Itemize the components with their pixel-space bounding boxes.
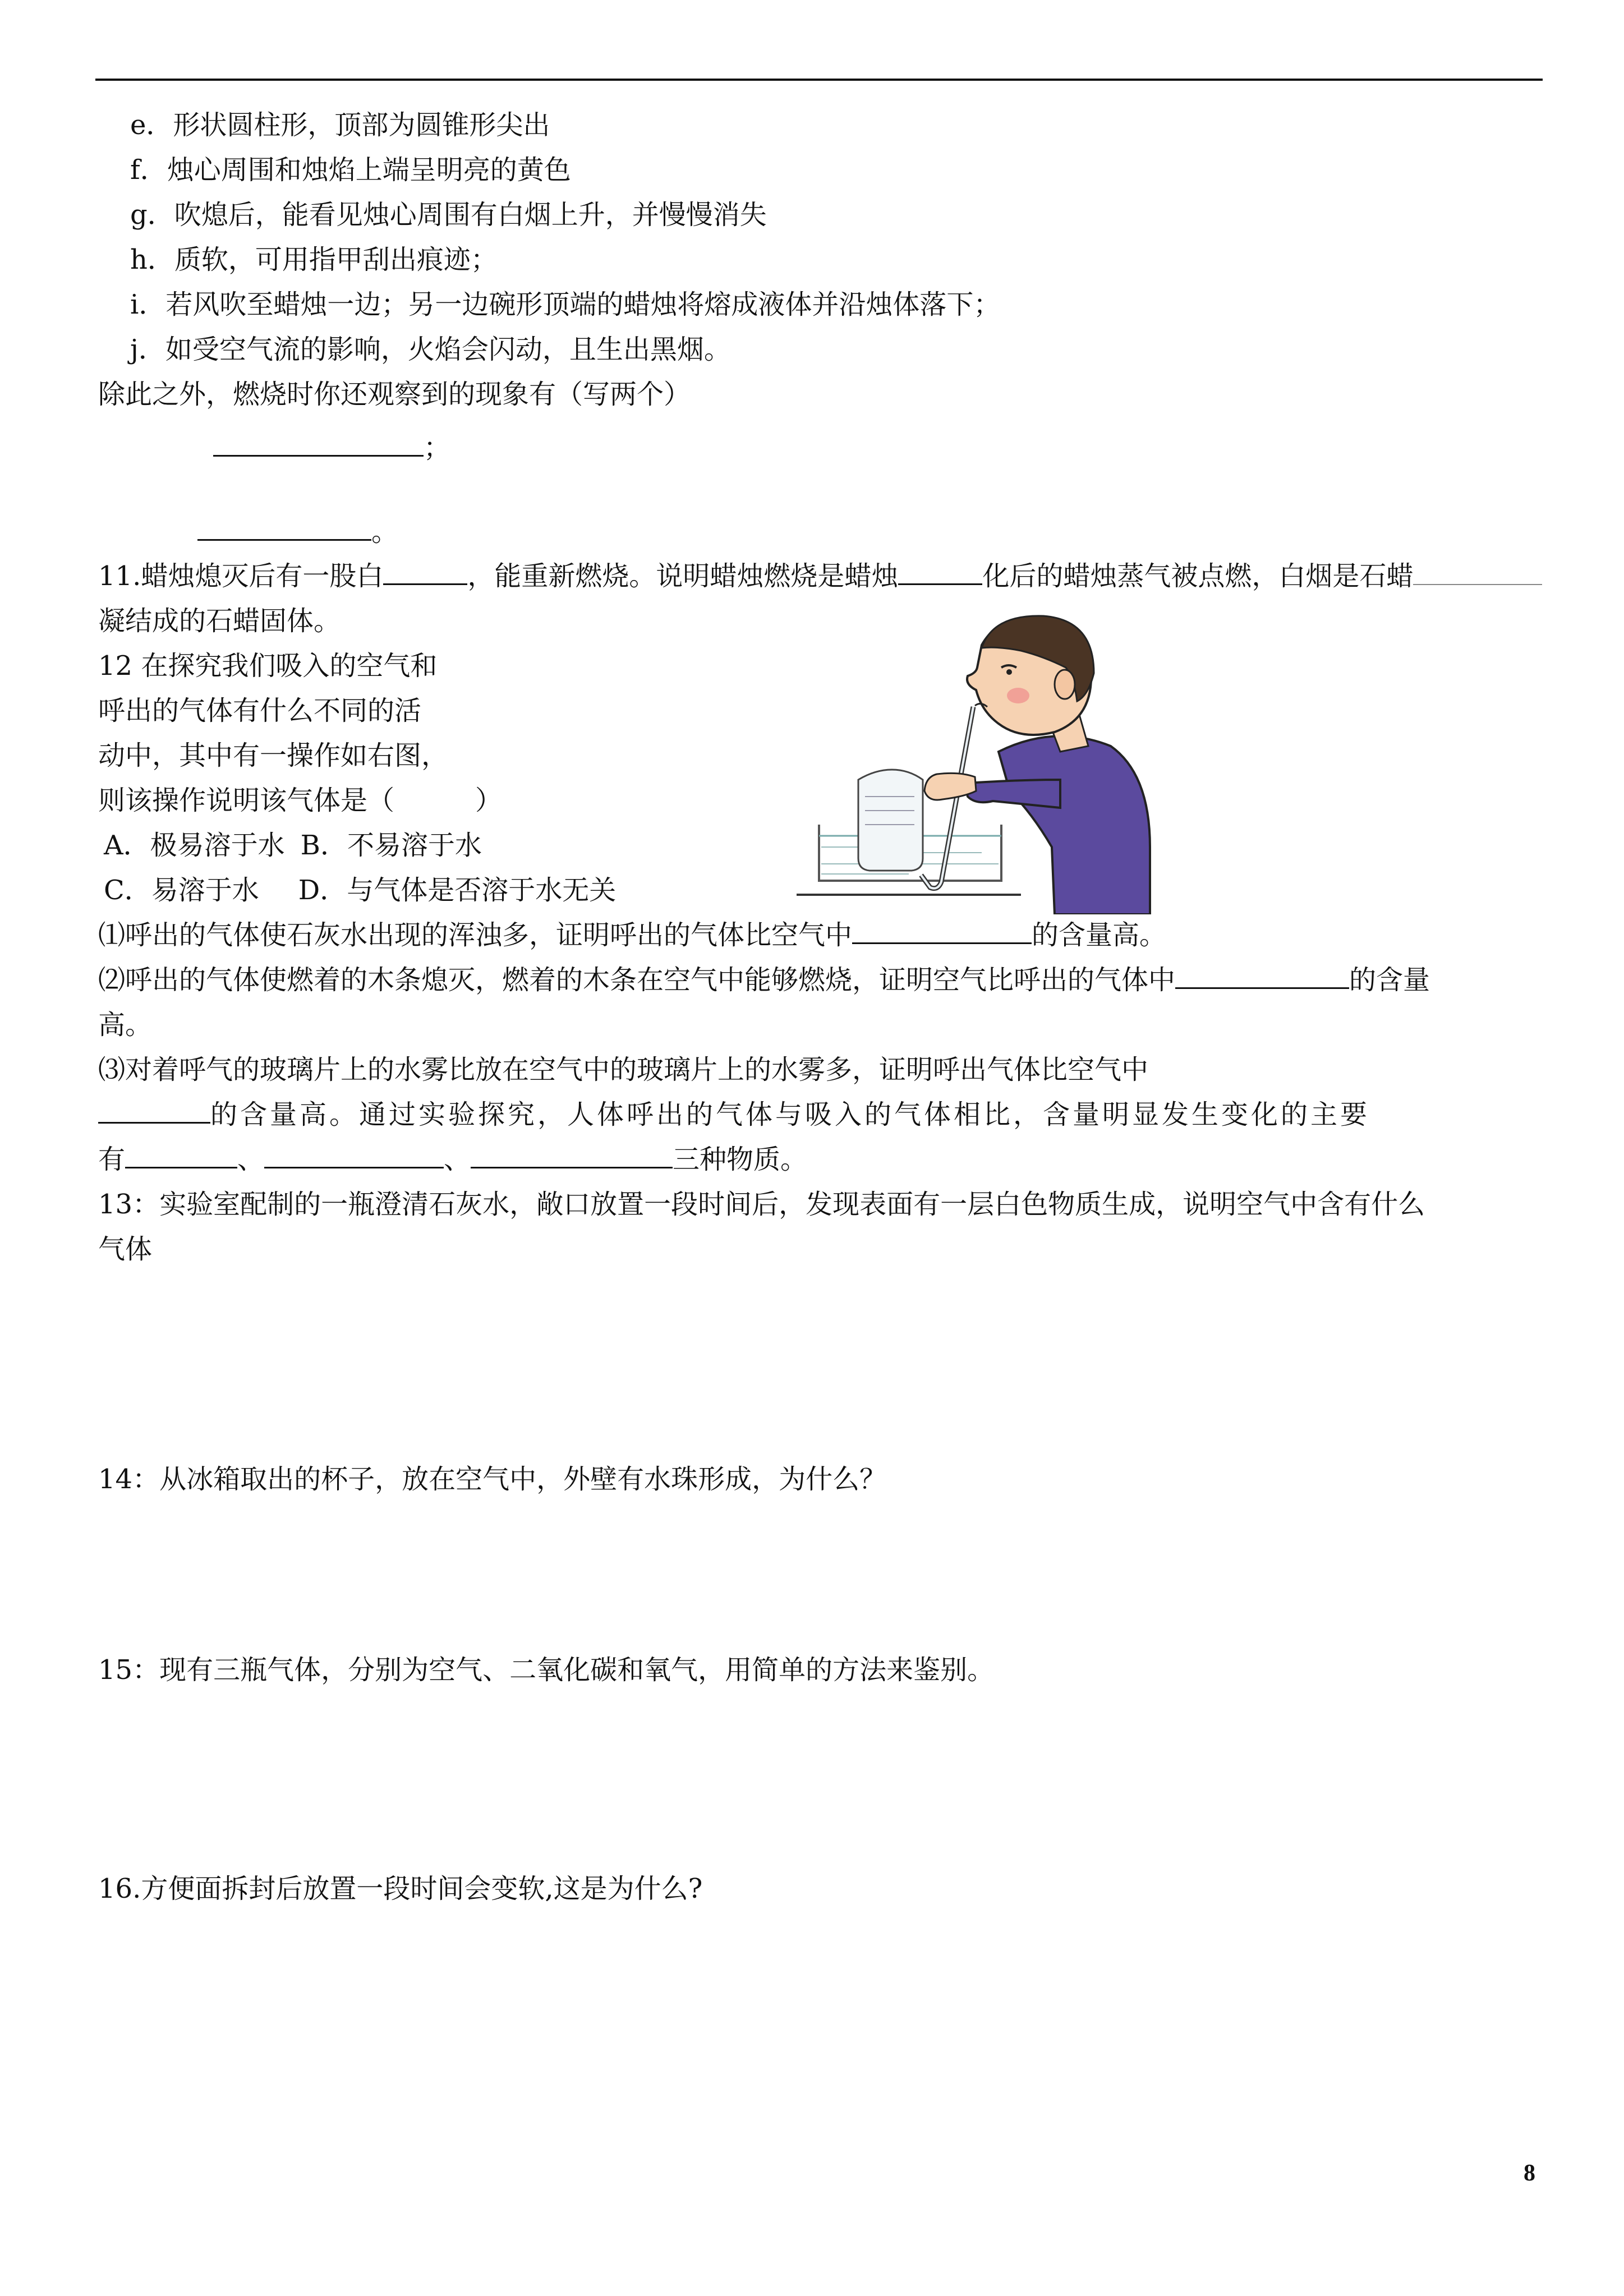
q14-text: 14：从冰箱取出的杯子，放在空气中，外壁有水珠形成，为什么？ xyxy=(98,1464,887,1495)
answer-blank[interactable] xyxy=(1175,965,1349,989)
answer-blank[interactable] xyxy=(1413,562,1542,585)
q12-line-3: 动中，其中有一操作如右图， xyxy=(98,740,449,771)
option-j: j．如受空气流的影响，火焰会闪动，且生出黑烟。 xyxy=(130,334,731,365)
q11-text-b: ，能重新燃烧。说明蜡烛燃烧是蜡烛 xyxy=(467,560,899,592)
separator: 、 xyxy=(237,1144,265,1175)
answer-blank[interactable] xyxy=(213,432,424,457)
sub3-text-c: 有 xyxy=(98,1144,126,1175)
answer-blank[interactable] xyxy=(98,1099,210,1124)
q16-text: 16.方便面拆封后放置一段时间会变软,这是为什么? xyxy=(98,1873,703,1904)
inverted-bottle-icon xyxy=(858,770,923,871)
q12-option-d[interactable]: D．与气体是否溶于水无关 xyxy=(298,875,617,906)
q12-options-ab xyxy=(104,829,482,862)
q12-line-1: 12 在探究我们吸入的空气和 xyxy=(98,650,438,682)
answer-blank[interactable] xyxy=(197,517,371,541)
sub1-text-b: 的含量高。 xyxy=(1032,919,1167,951)
q10-end-1: ； xyxy=(424,432,451,463)
sub1-line xyxy=(98,918,1166,952)
q13-line-1: 13：实验室配制的一瓶澄清石灰水，敞口放置一段时间后，发现表面有一层白色物质生成，说明空气中含有什么 xyxy=(98,1189,1425,1220)
answer-blank[interactable] xyxy=(898,561,982,585)
sub3-line-3 xyxy=(98,1143,807,1176)
q15-text: 15：现有三瓶气体，分别为空气、二氧化碳和氧气，用简单的方法来鉴别。 xyxy=(98,1654,995,1686)
sub3-text-d: 三种物质。 xyxy=(673,1144,808,1175)
q10-end-2: 。 xyxy=(371,516,399,547)
option-e: e．形状圆柱形，顶部为圆锥形尖出 xyxy=(130,109,550,141)
header-rule xyxy=(95,79,1543,81)
option-i: i．若风吹至蜡烛一边；另一边碗形顶端的蜡烛将熔成液体并沿烛体落下； xyxy=(130,289,1001,320)
q12-line-4: 则该操作说明该气体是（ ） xyxy=(98,785,503,816)
answer-blank[interactable] xyxy=(383,561,467,585)
sub1-text-a: ⑴呼出的气体使石灰水出现的浑浊多，证明呼出的气体比空气中 xyxy=(98,919,853,951)
q11-line-2: 凝结成的石蜡固体。 xyxy=(98,605,341,637)
sub3-line-2 xyxy=(98,1098,1370,1131)
sub2-text-a: ⑵呼出的气体使燃着的木条熄灭，燃着的木条在空气中能够燃烧，证明空气比呼出的气体中 xyxy=(98,964,1176,996)
sub2-text-b: 的含量 xyxy=(1349,964,1430,996)
option-g: g．吹熄后，能看见烛心周围有白烟上升，并慢慢消失 xyxy=(130,199,767,231)
q10-blank-1-line xyxy=(213,431,450,464)
breathing-experiment-illustration xyxy=(797,611,1156,914)
q12-option-b[interactable]: B．不易溶于水 xyxy=(300,830,482,861)
answer-blank[interactable] xyxy=(852,920,1032,944)
q11-line-1 xyxy=(98,559,1542,593)
q10-blank-2-line xyxy=(197,515,398,549)
q11-text-c: 化后的蜡烛蒸气被点燃，白烟是石蜡 xyxy=(982,560,1414,592)
answer-blank[interactable] xyxy=(125,1144,237,1168)
sub3-line-1: ⑶对着呼气的玻璃片上的水雾比放在空气中的玻璃片上的水雾多，证明呼出气体比空气中 xyxy=(98,1054,1149,1085)
q11-text-a: 11.蜡烛熄灭后有一股白 xyxy=(98,560,384,592)
page-number: 8 xyxy=(1524,2160,1535,2186)
separator: 、 xyxy=(444,1144,471,1175)
option-h: h．质软，可用指甲刮出痕迹； xyxy=(130,244,498,275)
q10-extra-prompt: 除此之外，燃烧时你还观察到的现象有（写两个） xyxy=(98,379,691,410)
q12-line-2: 呼出的气体有什么不同的活 xyxy=(98,695,422,726)
option-f: f．烛心周围和烛焰上端呈明亮的黄色 xyxy=(130,154,571,186)
answer-blank[interactable] xyxy=(471,1144,673,1168)
answer-blank[interactable] xyxy=(264,1144,444,1168)
person-icon xyxy=(924,616,1150,914)
q12-option-c[interactable]: C．易溶于水 xyxy=(104,875,259,906)
sub3-text-b: 的含量高。通过实验探究，人体呼出的气体与吸入的气体相比，含量明显发生变化的主要 xyxy=(210,1099,1370,1130)
sub2-line-2: 高。 xyxy=(98,1009,153,1041)
sub2-line-1 xyxy=(98,963,1430,997)
q12-option-a[interactable]: A．极易溶于水 xyxy=(104,830,285,861)
q13-line-2: 气体 xyxy=(98,1234,153,1265)
q12-options-cd xyxy=(104,873,616,907)
